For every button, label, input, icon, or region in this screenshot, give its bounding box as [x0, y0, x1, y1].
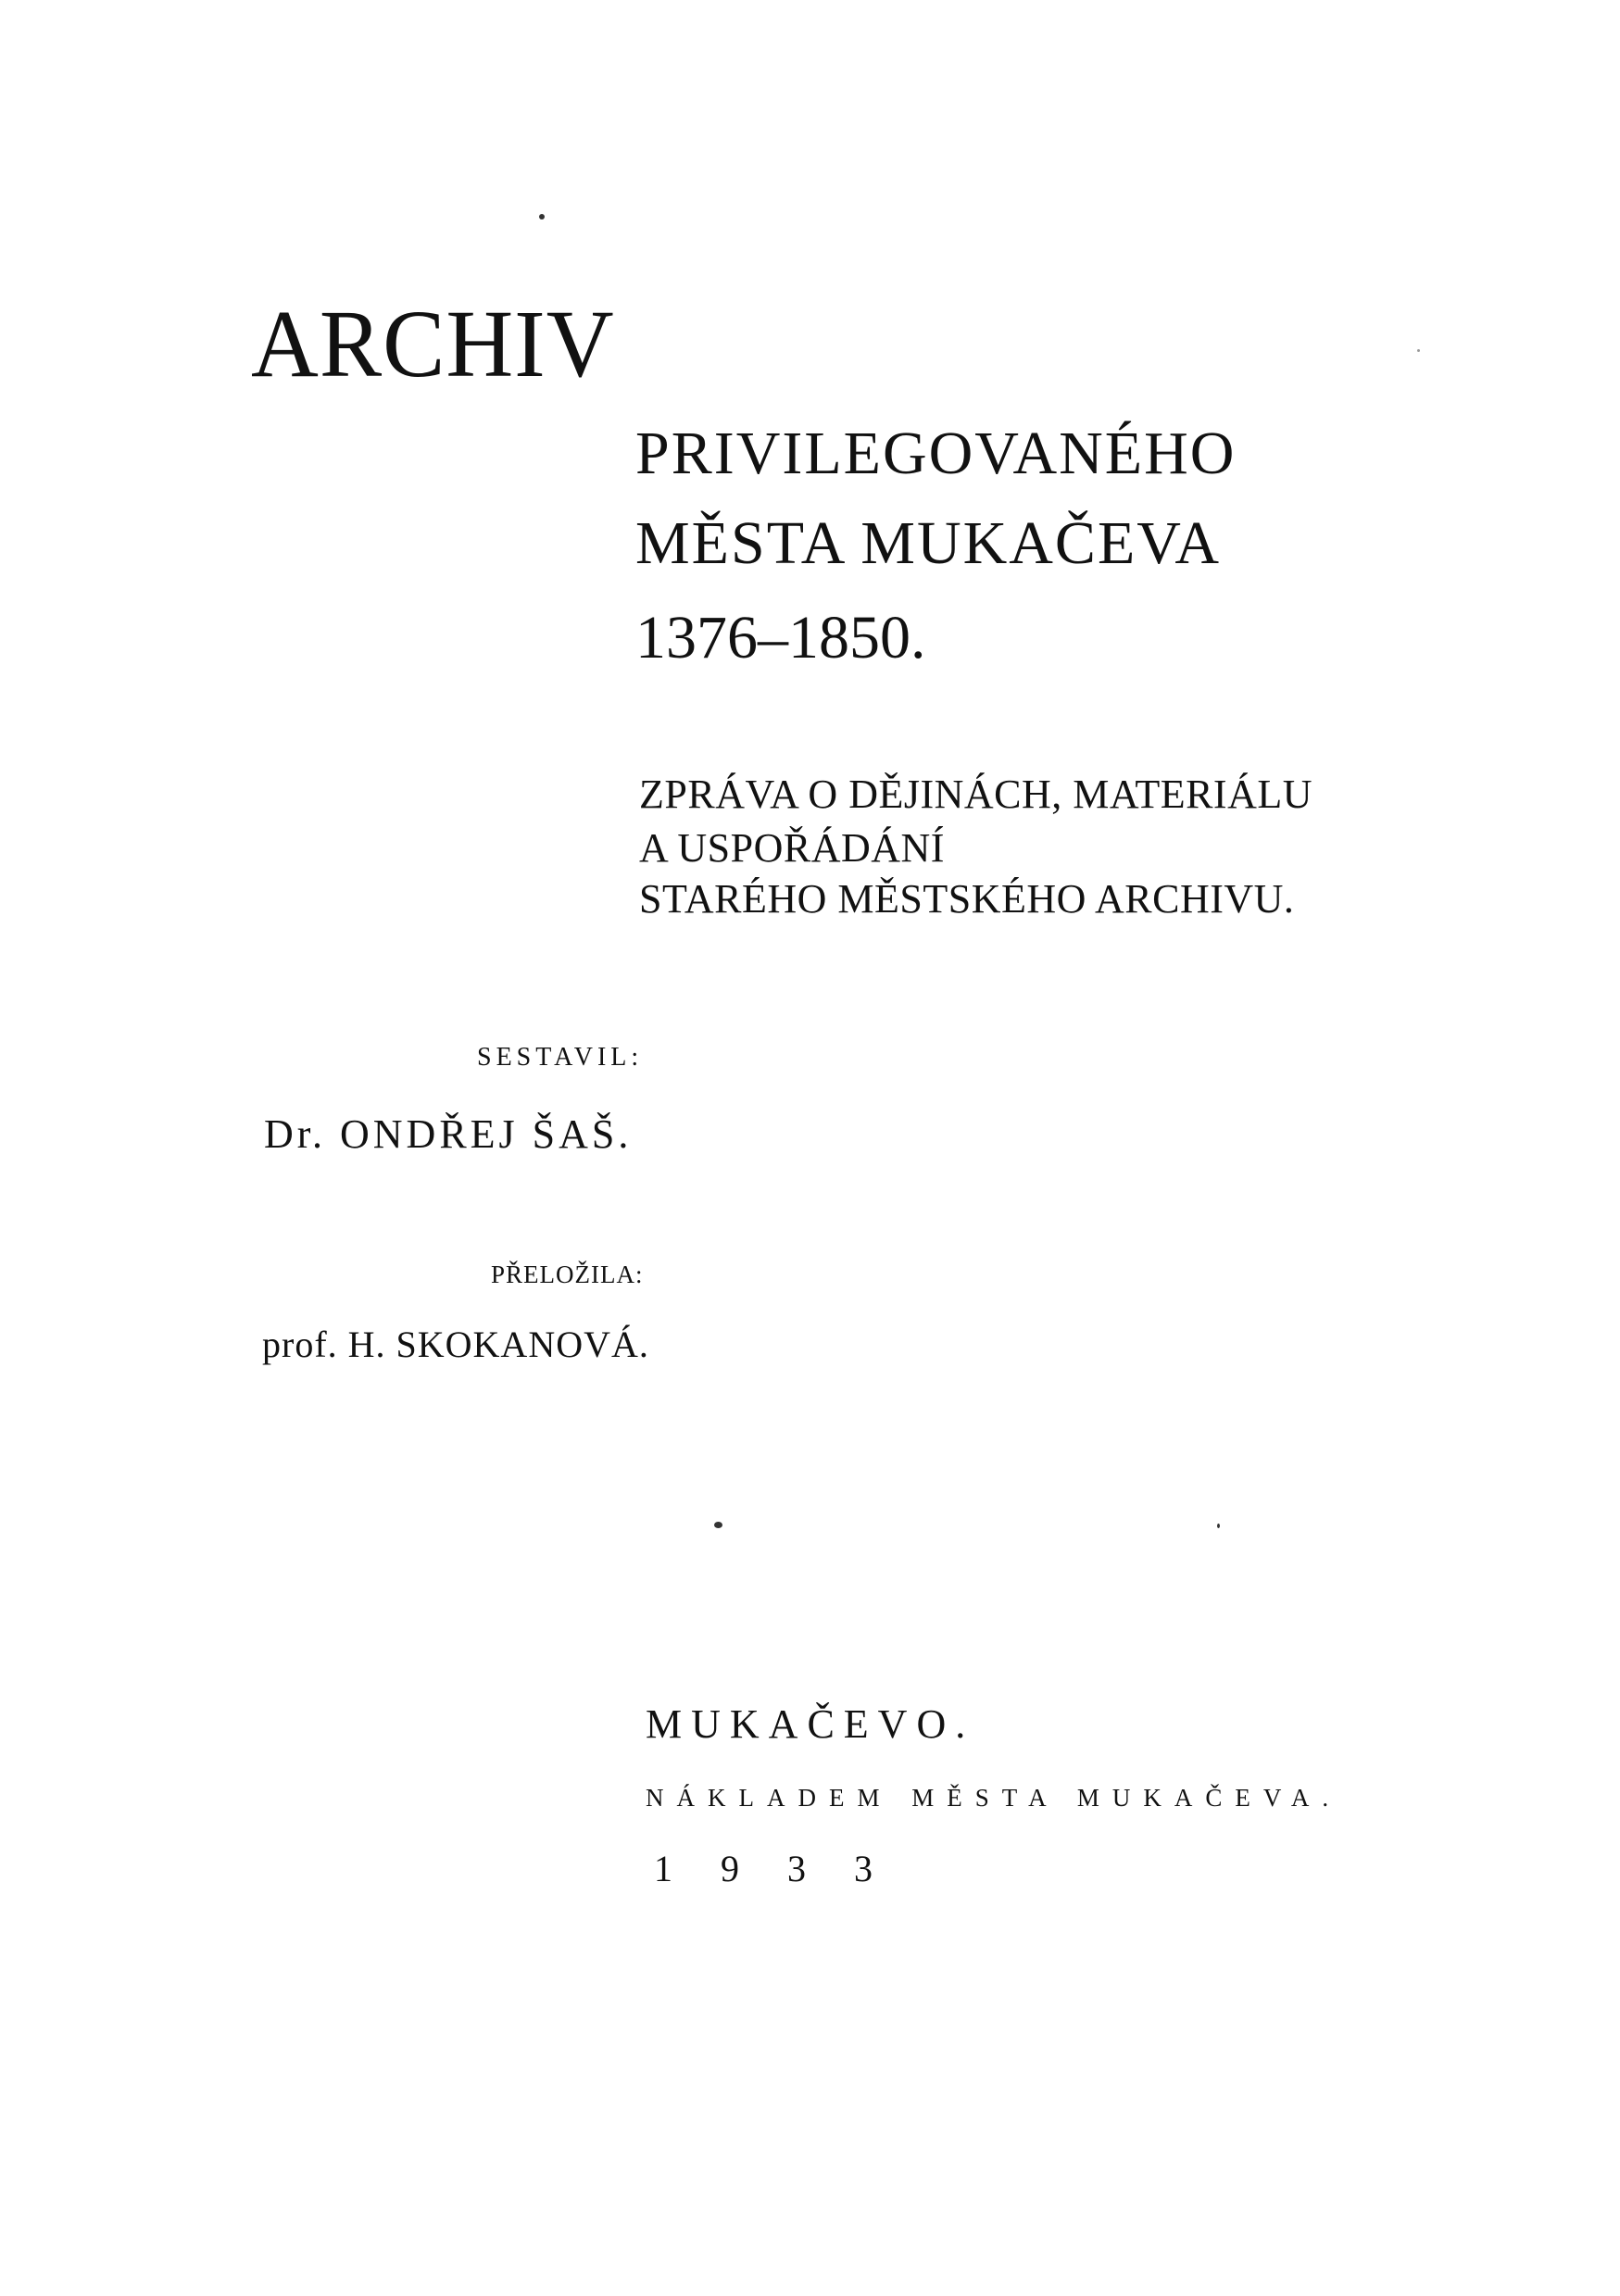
subtitle-line-2: MĚSTA MUKAČEVA	[635, 509, 1222, 577]
print-speck	[1217, 1524, 1220, 1528]
publication-place: MUKAČEVO.	[646, 1701, 975, 1747]
description-line-2: A USPOŘÁDÁNÍ	[639, 825, 945, 871]
book-title: ARCHIV	[251, 291, 615, 397]
publisher: NÁKLADEM MĚSTA MUKAČEVA.	[646, 1784, 1342, 1812]
subtitle-line-1: PRIVILEGOVANÉHO	[635, 420, 1237, 487]
print-speck	[714, 1522, 722, 1528]
print-speck	[539, 214, 545, 220]
description-line-3: STARÉHO MĚSTSKÉHO ARCHIVU.	[639, 876, 1295, 922]
year-range: 1376–1850.	[635, 604, 926, 671]
translated-label: PŘELOŽILA:	[491, 1261, 644, 1288]
compiled-label: SESTAVIL:	[477, 1043, 644, 1072]
author-name: Dr. ONDŘEJ ŠAŠ.	[264, 1111, 633, 1157]
translator-name: prof. H. SKOKANOVÁ.	[262, 1324, 649, 1365]
print-speck	[1417, 349, 1420, 352]
description-line-1: ZPRÁVA O DĚJINÁCH, MATERIÁLU	[639, 772, 1313, 817]
publication-year: 1933	[654, 1848, 921, 1889]
